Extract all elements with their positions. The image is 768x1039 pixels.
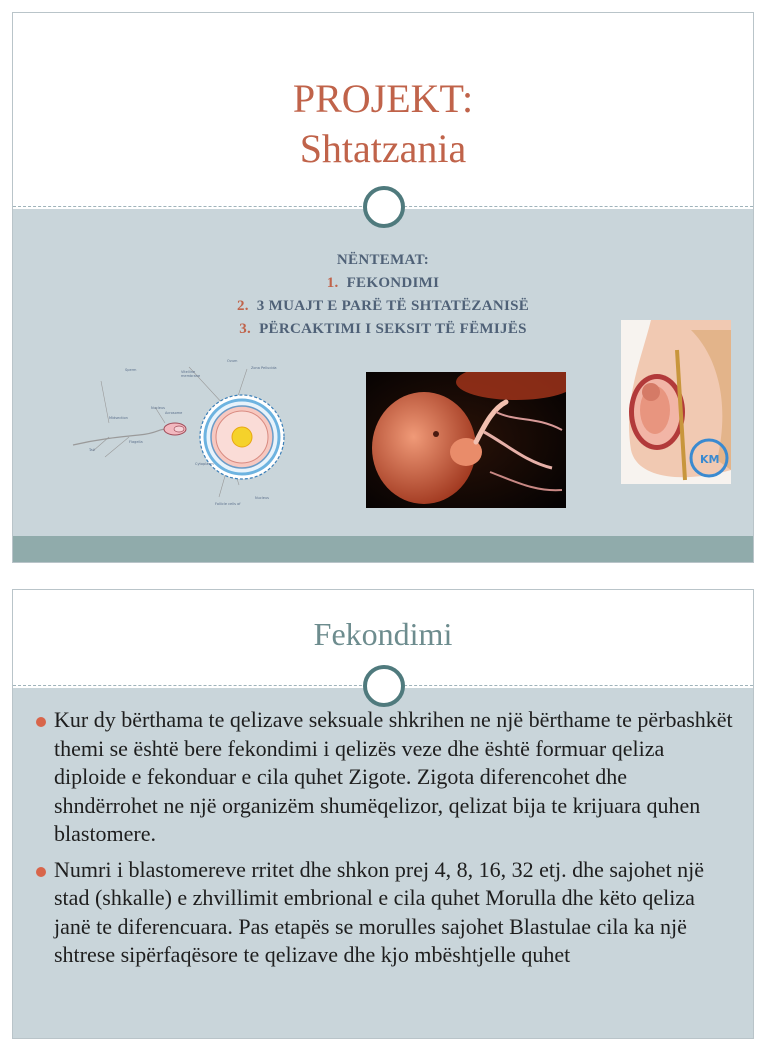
- footer-bar: [13, 536, 753, 563]
- pregnancy-anatomy-image: [621, 320, 731, 484]
- watermark-logo: KM: [700, 453, 720, 466]
- svg-text:Cytoplasm: Cytoplasm: [195, 462, 214, 466]
- svg-text:Acrosome: Acrosome: [165, 411, 183, 415]
- svg-text:Follicle cells of: Follicle cells of: [215, 502, 241, 506]
- divider-circle-icon: [363, 665, 405, 707]
- sperm-egg-diagram-image: [69, 357, 293, 507]
- list-item: [33, 856, 733, 970]
- svg-text:Zona Pellucida: Zona Pellucida: [251, 366, 277, 370]
- slide-title: Fekondimi: [313, 616, 453, 652]
- slide-title-line1: PROJEKT:: [292, 76, 474, 121]
- svg-text:Ovum: Ovum: [227, 359, 238, 363]
- bullet-icon: [36, 717, 46, 727]
- bullet-icon: [36, 867, 46, 877]
- title-area: [13, 13, 753, 207]
- slide-2: [12, 589, 754, 1039]
- subtopic-text: FEKONDIMI: [346, 275, 440, 291]
- svg-text:Flagella: Flagella: [129, 440, 143, 444]
- svg-text:membrane: membrane: [181, 374, 201, 378]
- subtopic-number: 1.: [326, 275, 339, 291]
- slide-1: [12, 12, 754, 563]
- svg-text:Sperm: Sperm: [125, 368, 137, 372]
- subtopic-item: [13, 272, 753, 295]
- svg-text:Nucleus: Nucleus: [255, 496, 269, 500]
- list-item: [33, 706, 733, 849]
- subtopic-number: 3.: [239, 321, 252, 337]
- svg-text:Tail: Tail: [89, 448, 95, 452]
- subtopic-number: 2.: [236, 298, 249, 314]
- slide-title-line2: Shtatzania: [299, 126, 467, 171]
- fetus-photo-image: [366, 372, 566, 508]
- bullet-text: Kur dy bërthama te qelizave seksuale shkrihen ne një bërthame te përbashkët themi se është bere fekondimi i qelizës veze dhe është formuar qeliza diploide e fekonduar e cila quhet Zigote. Zigota diferencohet dhe shndërrohet ne një organizëm shumëqelizor, qelizat bija te krijuara quhen blastomere.: [54, 707, 733, 846]
- bullet-text: Numri i blastomereve rritet dhe shkon prej 4, 8, 16, 32 etj. dhe sajohet një stad (shkalle) e zhvillimit embrional e cila quhet Morulla dhe këto qeliza janë te diferencuara. Pas etapës se morulles sajohet Blastulae cila ka një shtrese sipërfaqësore te qelizave dhe kjo mbështjelle quhet: [54, 856, 705, 967]
- svg-text:Nucleus: Nucleus: [151, 406, 165, 410]
- divider-circle-icon: [363, 186, 405, 228]
- subtopic-text: 3 MUAJT E PARË TË SHTATËZANISË: [256, 298, 530, 314]
- subtopic-text: PËRCAKTIMI I SEKSIT TË FËMIJËS: [259, 321, 527, 337]
- subtopic-item: [13, 295, 753, 318]
- subtopics-heading: NËNTEMAT:: [336, 252, 430, 268]
- bullet-list: [33, 706, 733, 977]
- svg-text:Midsection: Midsection: [109, 416, 128, 420]
- svg-text:Vitelline: Vitelline: [181, 370, 196, 374]
